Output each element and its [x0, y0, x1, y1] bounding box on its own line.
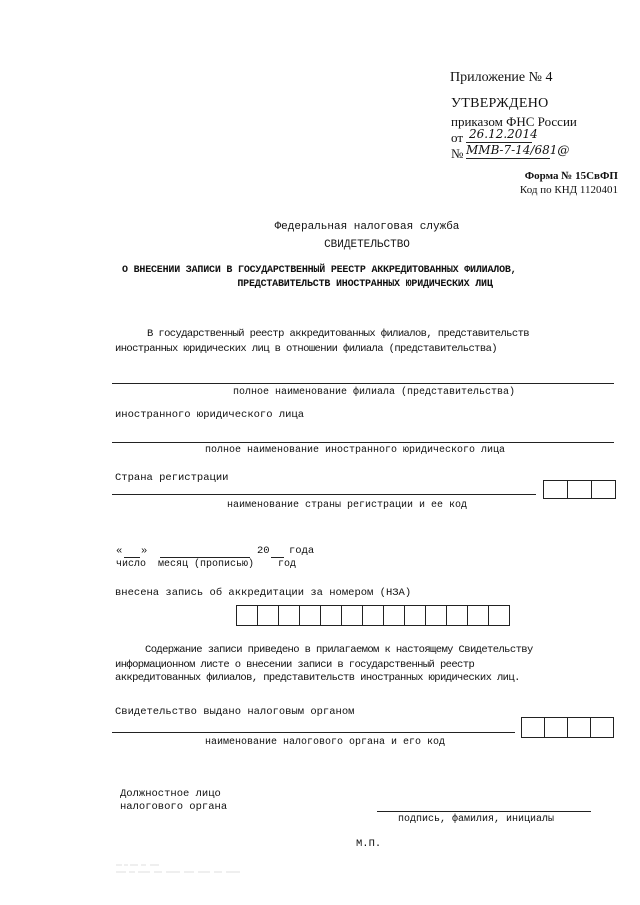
date-quote-open: «	[116, 545, 123, 557]
date-quote-close: »	[141, 545, 148, 557]
content-line-3: аккредитованных филиалов, представительств иностранных юридических лиц.	[115, 672, 520, 684]
official-label-line2: налогового органа	[120, 801, 228, 813]
document-title: СВИДЕТЕЛЬСТВО	[324, 239, 410, 251]
country-code-cells[interactable]	[543, 480, 616, 499]
order-number-underline	[466, 158, 550, 159]
signature-line[interactable]	[377, 811, 591, 812]
tax-authority-code-cells[interactable]	[521, 717, 614, 738]
year-blank[interactable]	[271, 557, 284, 558]
country-label: Страна регистрации	[115, 472, 229, 484]
order-line: приказом ФНС России	[451, 114, 577, 129]
code-cell[interactable]	[567, 717, 591, 738]
order-number-value: ММВ-7-14/681@	[466, 143, 570, 157]
record-cell[interactable]	[257, 605, 279, 626]
record-cell[interactable]	[446, 605, 468, 626]
signature-caption: подпись, фамилия, инициалы	[398, 814, 555, 825]
order-date-prefix: от	[451, 130, 464, 145]
record-number-cells[interactable]	[236, 605, 510, 626]
country-caption: наименование страны регистрации и ее код	[227, 500, 468, 511]
code-cell[interactable]	[567, 480, 592, 499]
content-line-1: Содержание записи приведено в прилагаемом к настоящему Свидетельству	[145, 644, 533, 656]
record-cell[interactable]	[425, 605, 447, 626]
official-label-line1: Должностное лицо	[120, 788, 221, 800]
record-cell[interactable]	[383, 605, 405, 626]
day-blank[interactable]	[124, 557, 140, 558]
record-cell[interactable]	[320, 605, 342, 626]
record-cell[interactable]	[278, 605, 300, 626]
record-number-label: внесена запись об аккредитации за номером (НЗА)	[115, 587, 412, 599]
content-line-2: информационном листе о внесении записи в государственный реестр	[115, 659, 475, 671]
subject-title-line1: О ВНЕСЕНИИ ЗАПИСИ В ГОСУДАРСТВЕННЫЙ РЕЕСТР АККРЕДИТОВАННЫХ ФИЛИАЛОВ,	[122, 265, 517, 276]
code-cell[interactable]	[543, 480, 568, 499]
date-captions: число месяц (прописью) год	[116, 559, 297, 570]
record-cell[interactable]	[362, 605, 384, 626]
record-cell[interactable]	[467, 605, 489, 626]
tax-authority-name-line[interactable]	[112, 732, 515, 733]
form-number: Форма № 15СвФП	[524, 170, 618, 182]
record-cell[interactable]	[341, 605, 363, 626]
branch-name-caption: полное наименование филиала (представительства)	[233, 387, 516, 398]
tax-authority-caption: наименование налогового органа и его код	[205, 737, 446, 748]
foreign-entity-caption: полное наименование иностранного юридического лица	[205, 445, 506, 456]
code-cell[interactable]	[590, 717, 614, 738]
record-cell[interactable]	[488, 605, 510, 626]
record-cell[interactable]	[404, 605, 426, 626]
order-date-value: 26.12.2014	[469, 127, 538, 141]
order-number-prefix: №	[451, 146, 464, 161]
stamp-place: М.П.	[356, 838, 382, 850]
record-cell[interactable]	[299, 605, 321, 626]
scan-artifact	[114, 860, 244, 878]
code-cell[interactable]	[591, 480, 616, 499]
year-prefix: 20	[257, 545, 270, 557]
intro-line-1: В государственный реестр аккредитованных филиалов, представительств	[147, 328, 529, 340]
foreign-entity-line[interactable]	[112, 442, 614, 443]
intro-line-2: иностранных юридических лиц в отношении филиала (представительства)	[115, 343, 497, 355]
knd-code: Код по КНД 1120401	[519, 184, 618, 196]
code-cell[interactable]	[544, 717, 568, 738]
appendix-label: Приложение № 4	[450, 70, 553, 85]
branch-name-line[interactable]	[112, 383, 614, 384]
code-cell[interactable]	[521, 717, 545, 738]
country-name-line[interactable]	[112, 494, 536, 495]
month-blank[interactable]	[160, 557, 250, 558]
foreign-entity-label: иностранного юридического лица	[115, 409, 305, 421]
subject-title-line2: ПРЕДСТАВИТЕЛЬСТВ ИНОСТРАННЫХ ЮРИДИЧЕСКИХ ЛИЦ	[237, 279, 493, 290]
agency-title: Федеральная налоговая служба	[274, 221, 460, 233]
record-cell[interactable]	[236, 605, 258, 626]
issued-by-label: Свидетельство выдано налоговым органом	[115, 706, 355, 718]
approved-label: УТВЕРЖДЕНО	[451, 96, 549, 111]
year-suffix: года	[289, 545, 315, 557]
